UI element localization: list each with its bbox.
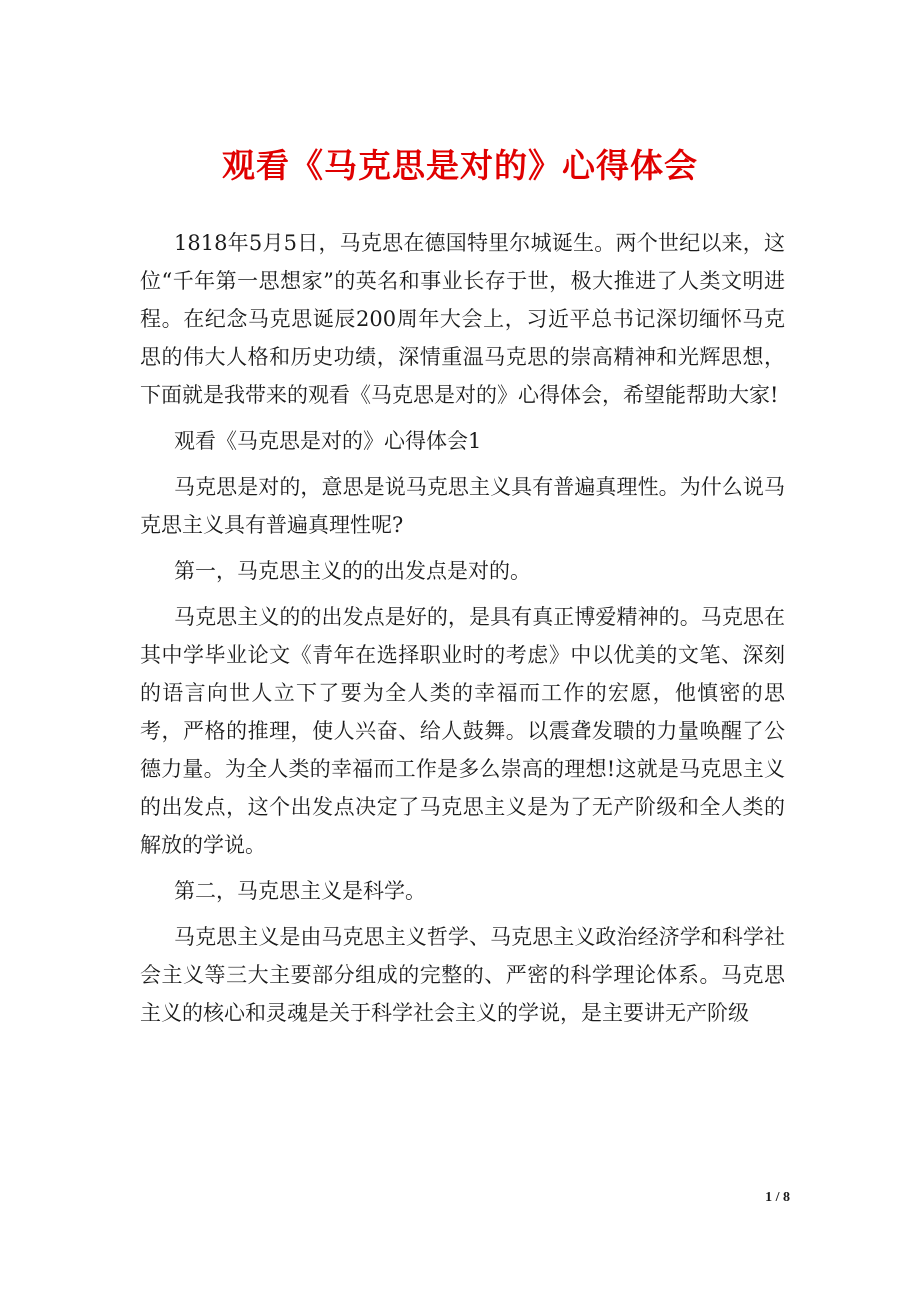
point-heading-1: 第一，马克思主义的的出发点是对的。 [174, 559, 531, 583]
paragraph: 马克思主义是由马克思主义哲学、马克思主义政治经济学和科学社会主义等三大主要部分组成的完整的、严密的科学理论体系。马克思主义的核心和灵魂是关于科学社会主义的学说，是主要讲无产阶级 [140, 925, 785, 1025]
point-heading-2: 第二，马克思主义是科学。 [174, 879, 426, 903]
paragraph: 马克思是对的，意思是说马克思主义具有普遍真理性。为什么说马克思主义具有普遍真理性呢? [140, 475, 785, 537]
document-body [140, 224, 785, 1040]
page-number: 1 / 8 [765, 1190, 790, 1205]
section-heading-1: 观看《马克思是对的》心得体会1 [174, 429, 482, 453]
paragraph: 马克思主义的的出发点是好的，是具有真正博爱精神的。马克思在其中学毕业论文《青年在选择职业时的考虑》中以优美的文笔、深刻的语言向世人立下了要为全人类的幸福而工作的宏愿，他慎密的思考，严格的推理，使人兴奋、给人鼓舞。以震聋发聩的力量唤醒了公德力量。为全人类的幸福而工作是多么崇高的理想!这就是马克思主义的出发点，这个出发点决定了马克思主义是为了无产阶级和全人类的解放的学说。 [140, 605, 785, 857]
document-title: 观看《马克思是对的》心得体会 [222, 146, 698, 185]
paragraph-intro: 1818年5月5日，马克思在德国特里尔城诞生。两个世纪以来，这位“千年第一思想家”的英名和事业长存于世，极大推进了人类文明进程。在纪念马克思诞辰200周年大会上，习近平总书记深切缅怀马克思的伟大人格和历史功绩，深情重温马克思的崇高精神和光辉思想，下面就是我带来的观看《马克思是对的》心得体会，希望能帮助大家! [140, 231, 785, 407]
